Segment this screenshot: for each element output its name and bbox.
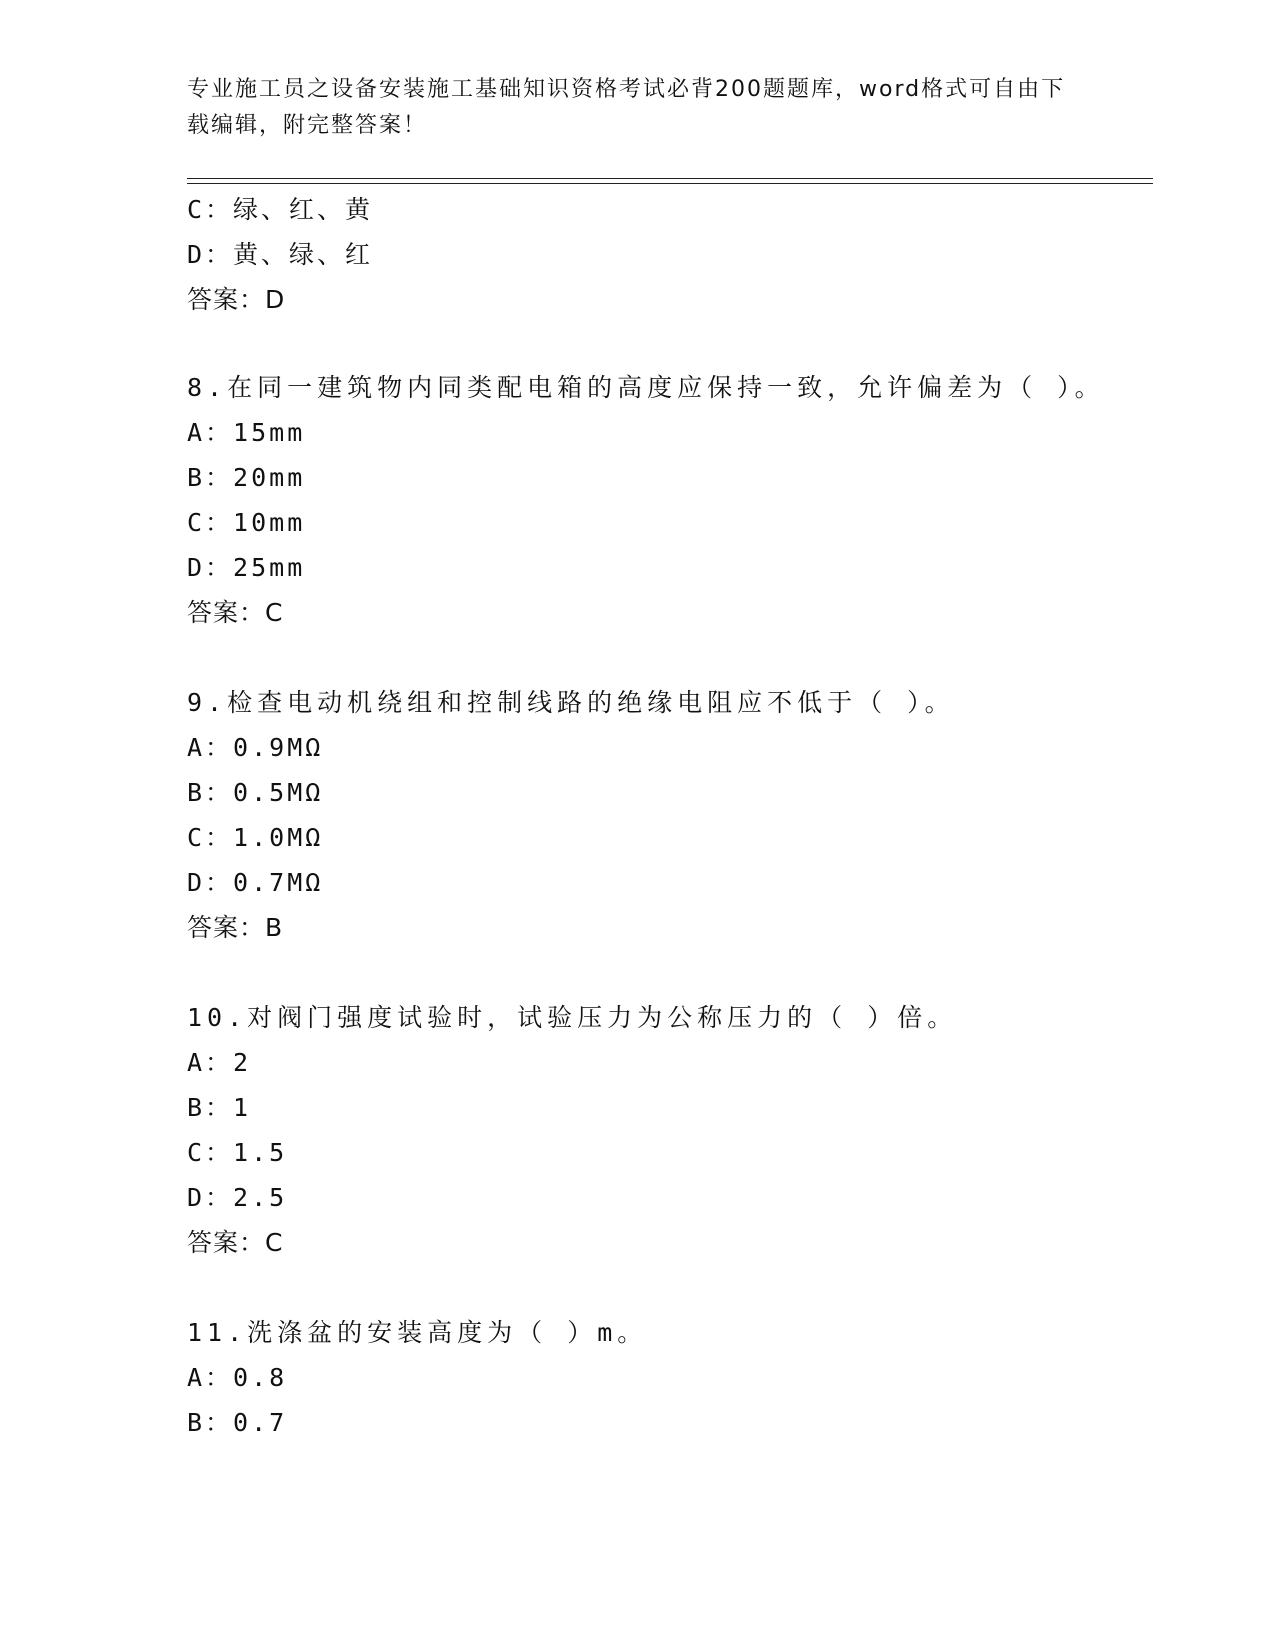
option-a: A：0.8 [187, 1363, 288, 1392]
answer: 答案：B [187, 913, 284, 942]
document-title: 专业施工员之设备安装施工基础知识资格考试必背200题题库，word格式可自由下载编辑，附完整答案！ [187, 77, 1066, 138]
option-a: A：2 [187, 1048, 252, 1077]
option-a: A：0.9MΩ [187, 733, 324, 762]
header-divider-bottom [187, 183, 1153, 184]
option-d: D：25mm [187, 553, 306, 582]
answer: 答案：C [187, 1228, 284, 1257]
question-stem: 11.洗涤盆的安装高度为（ ）m。 [187, 1318, 648, 1347]
option-d: D：黄、绿、红 [187, 240, 374, 269]
option-b: B：20mm [187, 463, 306, 492]
answer: 答案：D [187, 285, 286, 314]
answer: 答案：C [187, 598, 284, 627]
option-d: D：2.5 [187, 1183, 288, 1212]
question-stem: 8.在同一建筑物内同类配电箱的高度应保持一致，允许偏差为（ ）。 [187, 373, 1105, 402]
option-d: D：0.7MΩ [187, 868, 324, 897]
option-b: B：0.7 [187, 1408, 288, 1437]
option-c: C：10mm [187, 508, 306, 537]
option-a: A：15mm [187, 418, 306, 447]
option-c: C：绿、红、黄 [187, 195, 374, 224]
option-b: B：0.5MΩ [187, 778, 324, 807]
question-stem: 9.检查电动机绕组和控制线路的绝缘电阻应不低于（ ）。 [187, 688, 955, 717]
option-b: B：1 [187, 1093, 252, 1122]
question-stem: 10.对阀门强度试验时，试验压力为公称压力的（ ）倍。 [187, 1003, 958, 1032]
option-c: C：1.5 [187, 1138, 288, 1167]
header-divider-top [187, 178, 1153, 179]
option-c: C：1.0MΩ [187, 823, 324, 852]
